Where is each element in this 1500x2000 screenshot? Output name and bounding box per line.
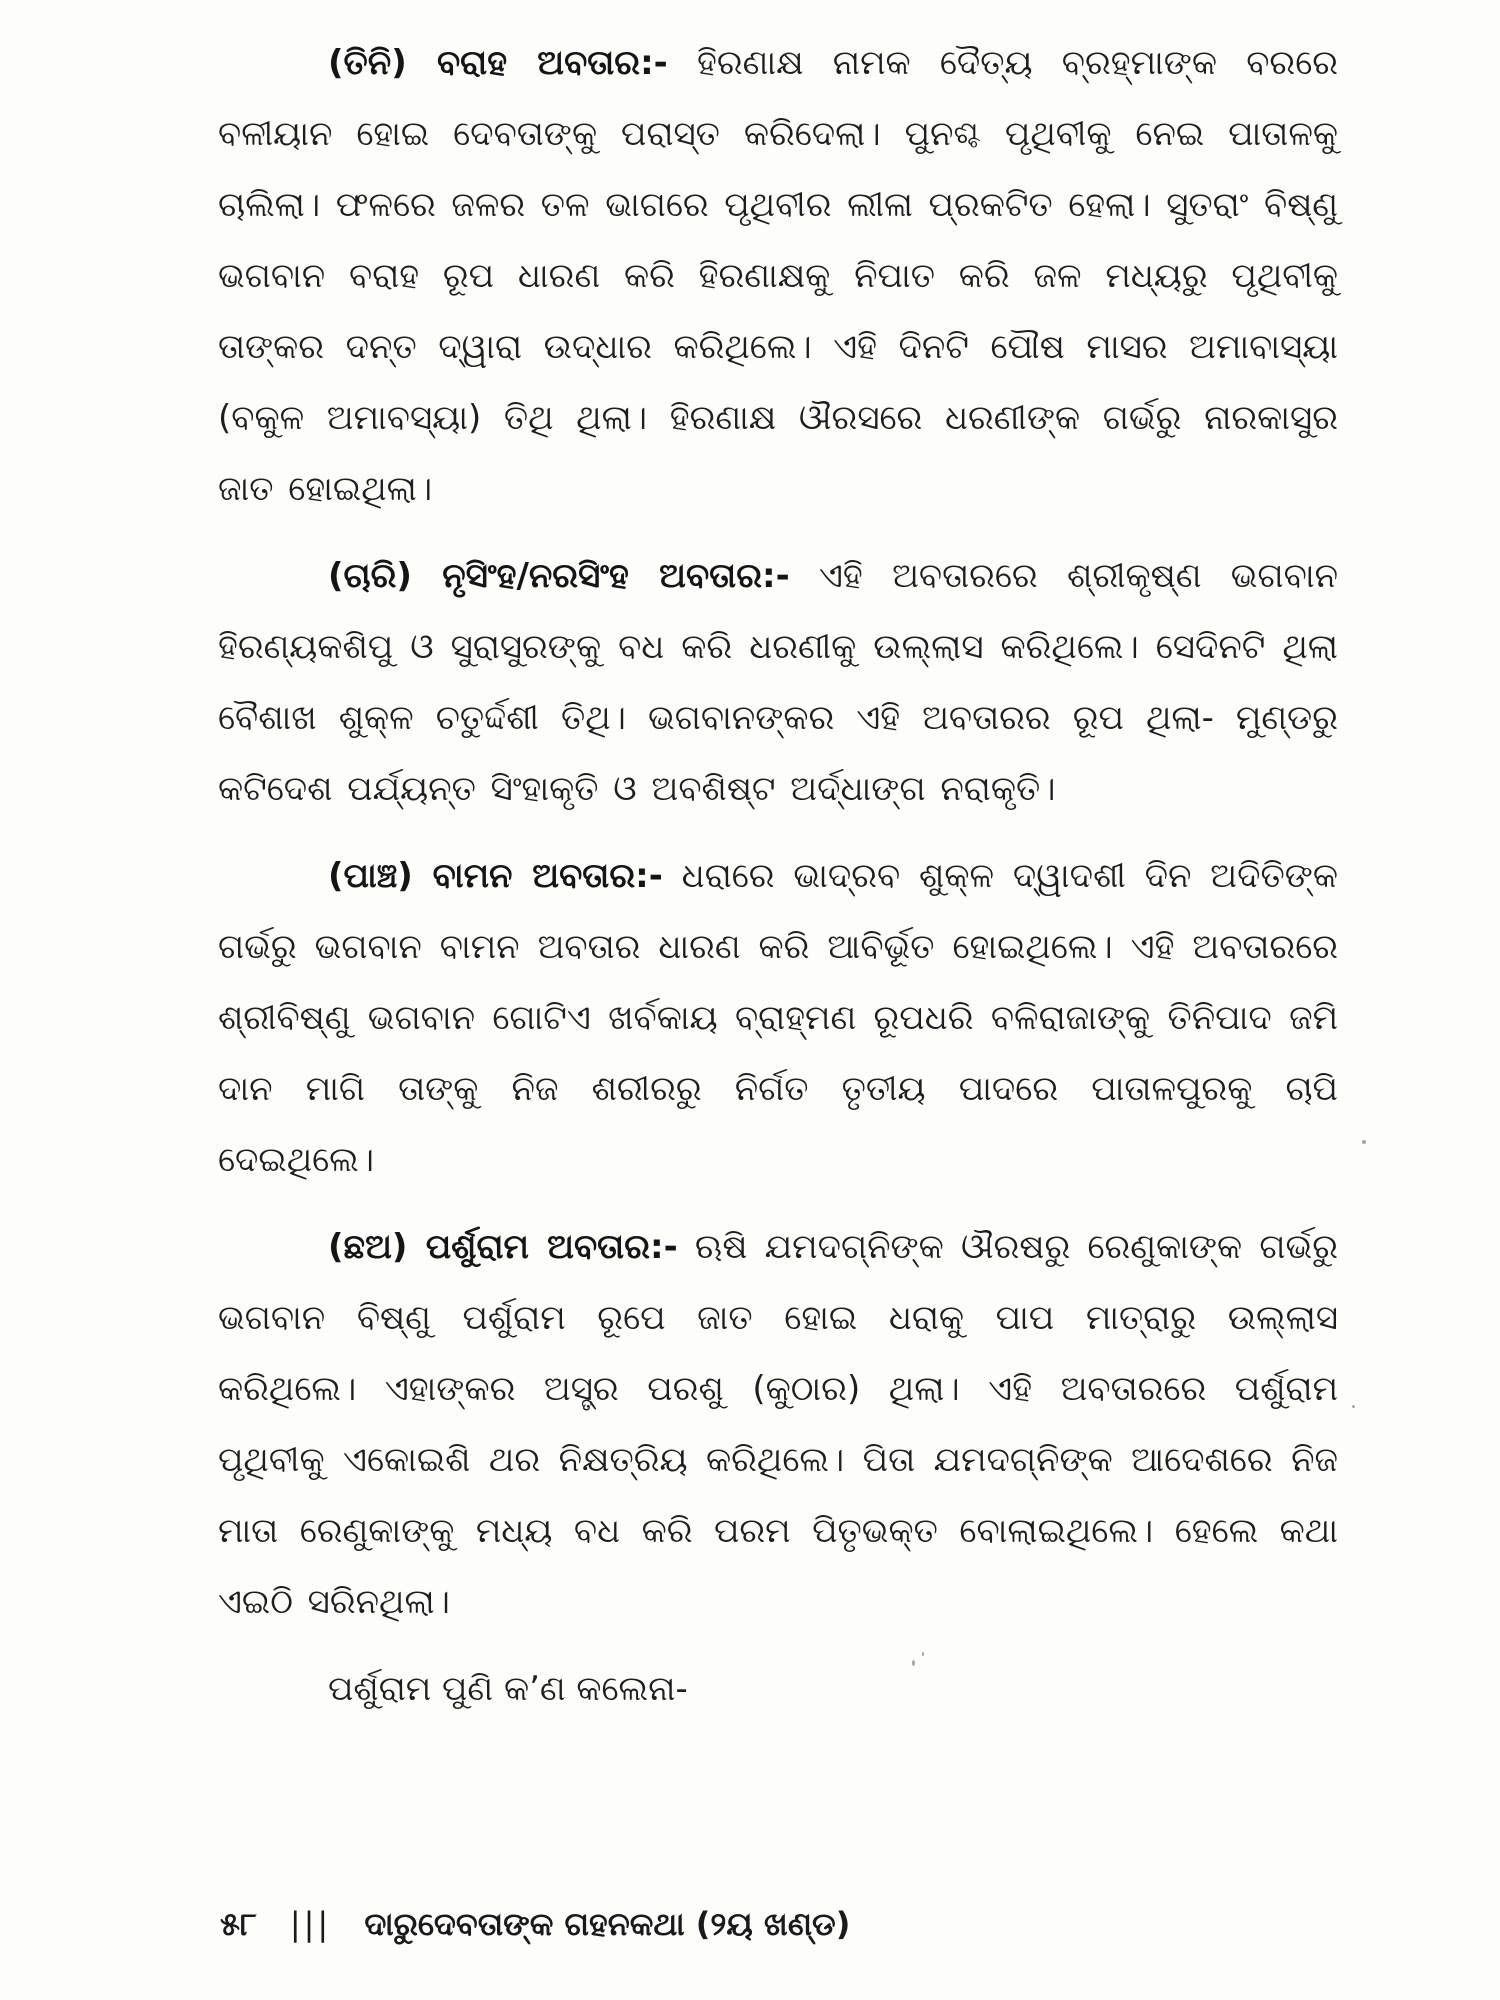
section-heading: (ପାଞ୍ଚ) ବାମନ ଅବତାର:- (328, 856, 663, 896)
section-text: ଏହି ଅବତାରରେ ଶ୍ରୀକୃଷ୍ଣ ଭଗବାନ ହିରଣ୍ୟକଶିପୁ ଓ ସୁରାସୁରଙ୍କୁ ବଧ କରି ଧରଣୀକୁ ଉଲ୍ଲାସ କରିଥିଲେ। ସେଦିନଟି ଥିଲା ବୈଶାଖ ଶୁକ୍ଳ ଚତୁର୍ଦ୍ଦଶୀ ତିଥି। ଭଗବାନଙ୍କର ଏହି ଅବତାରର ରୂପ ଥିଲା- ମୁଣ୍ଡରୁ କଟିଦେଶ ପର୍ଯ୍ୟନ୍ତ ସିଂହାକୃତି ଓ ଅବଶିଷ୍ଟ ଅର୍ଦ୍ଧାଙ୍ଗ ନରାକୃତି। (218, 556, 1338, 809)
page-footer (220, 1905, 850, 1944)
section-heading: (ତିନି) ବରାହ ଅବତାର:- (328, 43, 668, 83)
scan-speck (922, 1652, 924, 1656)
section-parshurama (218, 1212, 1338, 1638)
closing-line: ପର୍ଶୁରାମ ପୁଣି କ’ଣ କଲେନା- (328, 1669, 688, 1709)
section-text: ଧରାରେ ଭାଦ୍ରବ ଶୁକ୍ଳ ଦ୍ୱାଦଶୀ ଦିନ ଅଦିତିଙ୍କ ଗର୍ଭରୁ ଭଗବାନ ବାମନ ଅବତାର ଧାରଣ କରି ଆବିର୍ଭୂତ ହୋଇଥିଲେ। ଏହି ଅବତାରରେ ଶ୍ରୀବିଷ୍ଣୁ ଭଗବାନ ଗୋଟିଏ ଖର୍ବକାୟ ବ୍ରାହ୍ମଣ ରୂପଧରି ବଳିରାଜାଙ୍କୁ ତିନିପାଦ ଜମି ଦାନ ମାଗି ତାଙ୍କୁ ନିଜ ଶରୀରରୁ ନିର୍ଗତ ତୃତୀୟ ପାଦରେ ପାତାଳପୁରକୁ ଚାପି ଦେଇଥିଲେ। (218, 856, 1339, 1180)
section-text: ଋଷି ଯମଦଗ୍ନିଙ୍କ ଔରଷରୁ ରେଣୁକାଙ୍କ ଗର୍ଭରୁ ଭଗବାନ ବିଷ୍ଣୁ ପର୍ଶୁରାମ ରୂପେ ଜାତ ହୋଇ ଧରାକୁ ପାପ ମାତ୍ରାରୁ ଉଲ୍ଲାସ କରିଥିଲେ। ଏହାଙ୍କର ଅସ୍ତ୍ର ପରଶୁ (କୁଠାର) ଥିଲା। ଏହି ଅବତାରରେ ପର୍ଶୁରାମ ପୃଥିବୀକୁ ଏକୋଇଶି ଥର ନିକ୍ଷତ୍ରିୟ କରିଥିଲେ। ପିତା ଯମଦଗ୍ନିଙ୍କ ଆଦେଶରେ ନିଜ ମାତା ରେଣୁକାଙ୍କୁ ମଧ୍ୟ ବଧ କରି ପରମ ପିତୃଭକ୍ତ ବୋଲାଇଥିଲେ। ହେଲେ କଥା ଏଇଠି ସରିନଥିଲା। (218, 1227, 1339, 1622)
section-narasimha (218, 541, 1338, 825)
footer-separator: ||| (289, 1905, 332, 1943)
scan-speck (912, 1660, 915, 1666)
page-body (218, 28, 1338, 1725)
scan-speck (1352, 1405, 1355, 1408)
section-heading: (ଛଅ) ପର୍ଶୁରାମ ଅବତାର:- (328, 1227, 678, 1267)
page-number: ୫୮ (220, 1905, 257, 1943)
scan-speck (1362, 1140, 1366, 1144)
section-vamana (218, 841, 1338, 1196)
section-heading: (ଚାରି) ନୃସିଂହ/ନରସିଂହ ଅବତାର:- (328, 556, 790, 596)
section-text: ହିରଣାକ୍ଷ ନାମକ ଦୈତ୍ୟ ବ୍ରହ୍ମାଙ୍କ ବରରେ ବଳୀୟାନ ହୋଇ ଦେବତାଙ୍କୁ ପରାସ୍ତ କରିଦେଲା। ପୁନଶ୍ଚ ପୃଥିବୀକୁ ନେଇ ପାତାଳକୁ ଚାଲିଲା। ଫଳରେ ଜଳର ତଳ ଭାଗରେ ପୃଥିବୀର ଲୀଳା ପ୍ରକଟିତ ହେଲା। ସୁତରାଂ ବିଷ୍ଣୁ ଭଗବାନ ବରାହ ରୂପ ଧାରଣ କରି ହିରଣାକ୍ଷକୁ ନିପାତ କରି ଜଳ ମଧ୍ୟରୁ ପୃଥିବୀକୁ ତାଙ୍କର ଦନ୍ତ ଦ୍ୱାରା ଉଦ୍ଧାର କରିଥିଲେ। ଏହି ଦିନଟି ପୌଷ ମାସର ଅମାବାସ୍ୟା (ବକୁଳ ଅମାବସ୍ୟା) ତିଥି ଥିଲା। ହିରଣାକ୍ଷ ଔରସରେ ଧରଣୀଙ୍କ ଗର୍ଭରୁ ନାରକାସୁର ଜାତ ହୋଇଥିଲା। (218, 43, 1339, 509)
book-title: ଦାରୁଦେବତାଙ୍କ ଗହନକଥା (୨ୟ ଖଣ୍ଡ) (364, 1905, 851, 1943)
section-varaha (218, 28, 1338, 525)
